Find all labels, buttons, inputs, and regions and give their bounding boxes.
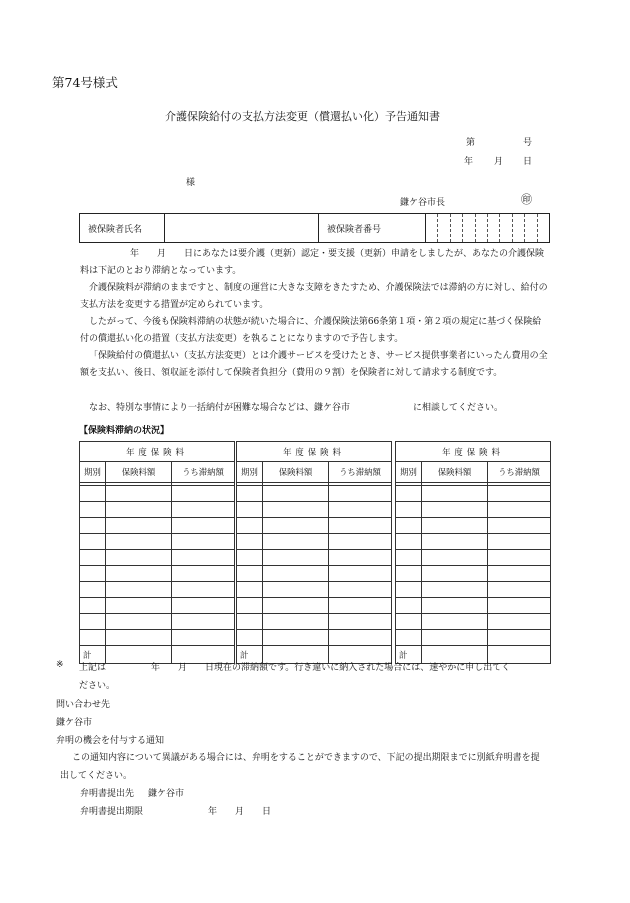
document-title: 介護保険給付の支払方法変更（償還払い化）予告通知書 (165, 110, 440, 123)
period-cell (80, 630, 106, 646)
table-row (396, 598, 551, 614)
paragraph-consultation: なお、特別な事情により一括納付が困難な場合などは、鎌ケ谷市 に相談してください。 (89, 403, 504, 413)
table-row (396, 566, 551, 582)
insured-number-digit (438, 214, 450, 243)
period-cell (80, 598, 106, 614)
arrears-cell (172, 630, 235, 646)
table-row (237, 582, 392, 598)
deadline-value: 年 月 日 (208, 807, 272, 817)
arrears-cell (488, 630, 551, 646)
period-cell (80, 518, 106, 534)
premium-cell (106, 550, 172, 566)
period-cell (396, 598, 422, 614)
table-row (396, 534, 551, 550)
column-premium-amount: 保険料額 (263, 462, 329, 483)
table-row (396, 614, 551, 630)
seal-mark: ㊞ (521, 193, 532, 206)
table-row (396, 502, 551, 518)
insured-name-label: 被保険者氏名 (80, 214, 165, 243)
period-cell (80, 582, 106, 598)
arrears-group (395, 441, 550, 664)
premium-cell (106, 630, 172, 646)
contact-name: 鎌ケ谷市 (56, 718, 93, 728)
table-row (80, 550, 235, 566)
premium-cell (263, 630, 329, 646)
column-period: 期別 (237, 462, 263, 483)
premium-cell (263, 486, 329, 502)
insured-number-digit (450, 214, 462, 243)
arrears-cell (172, 598, 235, 614)
arrears-cell (488, 518, 551, 534)
table-row (80, 582, 235, 598)
period-cell (396, 566, 422, 582)
insured-name-value (164, 214, 318, 243)
column-arrears-amount: うち滞納額 (329, 462, 392, 483)
arrears-cell (172, 518, 235, 534)
premium-cell (106, 534, 172, 550)
table-row (237, 534, 392, 550)
table-row (396, 486, 551, 502)
premium-cell (422, 614, 488, 630)
period-cell (237, 502, 263, 518)
premium-cell (106, 582, 172, 598)
submit-to-label: 弁明書提出先 (80, 789, 135, 799)
premium-cell (422, 598, 488, 614)
submit-to-value: 鎌ケ谷市 (148, 789, 185, 799)
period-cell (396, 502, 422, 518)
insured-number-digit (463, 214, 475, 243)
fiscal-year-header: 年度保険料 (396, 442, 551, 462)
premium-cell (106, 598, 172, 614)
table-row (237, 614, 392, 630)
premium-cell (422, 582, 488, 598)
insured-number-digit (525, 214, 537, 243)
premium-cell (106, 502, 172, 518)
paragraph-application: 年 月 日にあなたは要介護（更新）認定・要支援（更新）申請をしましたが、あなたの介護保険料は下記のとおり滞納となっています。 (80, 249, 545, 276)
insured-number-label: 被保険者番号 (318, 214, 425, 243)
table-row (237, 502, 392, 518)
premium-cell (106, 486, 172, 502)
premium-cell (422, 518, 488, 534)
date-month: 月 (494, 157, 504, 167)
column-arrears-amount: うち滞納額 (488, 462, 551, 483)
arrears-group (236, 441, 391, 664)
column-period: 期別 (80, 462, 106, 483)
arrears-cell (172, 550, 235, 566)
period-cell (237, 598, 263, 614)
arrears-cell (329, 502, 392, 518)
premium-cell (263, 502, 329, 518)
premium-cell (263, 518, 329, 534)
period-cell (237, 550, 263, 566)
premium-cell (422, 502, 488, 518)
table-row (396, 582, 551, 598)
premium-cell (263, 582, 329, 598)
column-period: 期別 (396, 462, 422, 483)
period-cell (396, 582, 422, 598)
period-cell (237, 486, 263, 502)
status-heading: 【保険料滞納の状況】 (79, 426, 170, 436)
arrears-cell (329, 630, 392, 646)
period-cell (237, 614, 263, 630)
premium-cell (106, 614, 172, 630)
arrears-cell (329, 566, 392, 582)
table-row (80, 502, 235, 518)
period-cell (80, 566, 106, 582)
period-cell (396, 550, 422, 566)
table-row (80, 518, 235, 534)
total-label: 計 (237, 646, 263, 664)
premium-cell (106, 566, 172, 582)
total-label: 計 (396, 646, 422, 664)
arrears-cell (488, 486, 551, 502)
table-row (237, 566, 392, 582)
arrears-cell (329, 534, 392, 550)
insured-number-digit (426, 214, 438, 243)
arrears-group-table (79, 441, 235, 664)
fiscal-year-header: 年度保険料 (237, 442, 392, 462)
period-cell (237, 630, 263, 646)
column-arrears-amount: うち滞納額 (172, 462, 235, 483)
issuer-name: 鎌ケ谷市長 (400, 198, 446, 208)
arrears-cell (329, 486, 392, 502)
table-row (396, 518, 551, 534)
deadline-label: 弁明書提出期限 (80, 807, 144, 817)
period-cell (396, 486, 422, 502)
period-cell (396, 518, 422, 534)
arrears-cell (488, 502, 551, 518)
hearing-text: この通知内容について異議がある場合には、弁明をすることができますので、下記の提出期限までに別紙弁明書を提出してください。 (60, 753, 540, 781)
premium-cell (422, 486, 488, 502)
hearing-title: 弁明の機会を付与する通知 (56, 736, 165, 746)
number-go: 号 (523, 138, 533, 148)
premium-cell (106, 518, 172, 534)
arrears-cell (329, 582, 392, 598)
arrears-cell (172, 502, 235, 518)
insured-number-digit (512, 214, 524, 243)
table-row (396, 630, 551, 646)
arrears-cell (172, 486, 235, 502)
table-row (80, 566, 235, 582)
table-row (80, 598, 235, 614)
arrears-cell (172, 614, 235, 630)
premium-cell (263, 534, 329, 550)
premium-cell (263, 550, 329, 566)
note-line-2: ださい。 (79, 681, 116, 691)
insured-number-digit (487, 214, 499, 243)
arrears-cell (488, 550, 551, 566)
premium-cell (422, 550, 488, 566)
arrears-cell (329, 598, 392, 614)
insured-info-table (79, 213, 550, 243)
insured-number-digit (500, 214, 512, 243)
table-row (80, 534, 235, 550)
total-label: 計 (80, 646, 106, 664)
table-row (237, 630, 392, 646)
table-row (396, 550, 551, 566)
table-row (237, 598, 392, 614)
period-cell (80, 534, 106, 550)
contact-label: 問い合わせ先 (56, 700, 111, 710)
period-cell (80, 502, 106, 518)
table-row (80, 630, 235, 646)
period-cell (237, 566, 263, 582)
arrears-cell (172, 566, 235, 582)
period-cell (80, 614, 106, 630)
table-row (80, 614, 235, 630)
arrears-cell (488, 614, 551, 630)
period-cell (396, 534, 422, 550)
insured-number-digit (537, 214, 549, 243)
addressee-suffix: 様 (186, 178, 196, 188)
table-row (237, 486, 392, 502)
period-cell (237, 582, 263, 598)
date-day: 日 (523, 157, 533, 167)
table-row (237, 550, 392, 566)
premium-cell (263, 566, 329, 582)
note-line-1: 上記は 年 月 日現在の滞納額です。行き違いに納入された場合には、速やかに申し出てく (79, 663, 511, 673)
fiscal-year-header: 年度保険料 (80, 442, 235, 462)
table-row (80, 486, 235, 502)
arrears-cell (172, 534, 235, 550)
arrears-cell (488, 534, 551, 550)
insured-number-digit (475, 214, 487, 243)
number-dai: 第 (466, 138, 476, 148)
period-cell (80, 486, 106, 502)
premium-cell (422, 534, 488, 550)
arrears-group-table (395, 441, 551, 664)
arrears-group (79, 441, 234, 664)
arrears-cell (488, 582, 551, 598)
date-year: 年 (464, 157, 474, 167)
premium-cell (422, 566, 488, 582)
arrears-group-table (236, 441, 392, 664)
paragraph-arrears-impact: 介護保険料が滞納のままですと、制度の運営に大きな支障をきたすため、介護保険法では滞納の方に対し、給付の支払方法を変更する措置が定められています。 (80, 283, 548, 310)
arrears-cell (488, 598, 551, 614)
arrears-cell (329, 614, 392, 630)
period-cell (396, 630, 422, 646)
period-cell (237, 534, 263, 550)
period-cell (80, 550, 106, 566)
table-row (237, 518, 392, 534)
arrears-cell (172, 582, 235, 598)
period-cell (237, 518, 263, 534)
premium-cell (263, 614, 329, 630)
paragraph-advance-notice: したがって、今後も保険料滞納の状態が続いた場合に、介護保険法第66条第１項・第２項の規定に基づく保険給付の償還払い化の措置（支払方法変更）を執ることになりますので予告します。 (80, 317, 542, 344)
column-premium-amount: 保険料額 (422, 462, 488, 483)
arrears-cell (329, 550, 392, 566)
note-mark: ※ (56, 660, 64, 670)
premium-cell (422, 630, 488, 646)
premium-cell (263, 598, 329, 614)
paragraph-reimbursement-definition: 「保険給付の償還払い（支払方法変更）とは介護サービスを受けたとき、サービス提供事業者にいったん費用の全額を支払い、後日、領収証を添付して保険者負担分（費用の９割）を保険者に対して請求する制度です。 (80, 351, 548, 378)
form-number: 第74号様式 (52, 75, 118, 90)
arrears-cell (329, 518, 392, 534)
arrears-cell (488, 566, 551, 582)
period-cell (396, 614, 422, 630)
column-premium-amount: 保険料額 (106, 462, 172, 483)
